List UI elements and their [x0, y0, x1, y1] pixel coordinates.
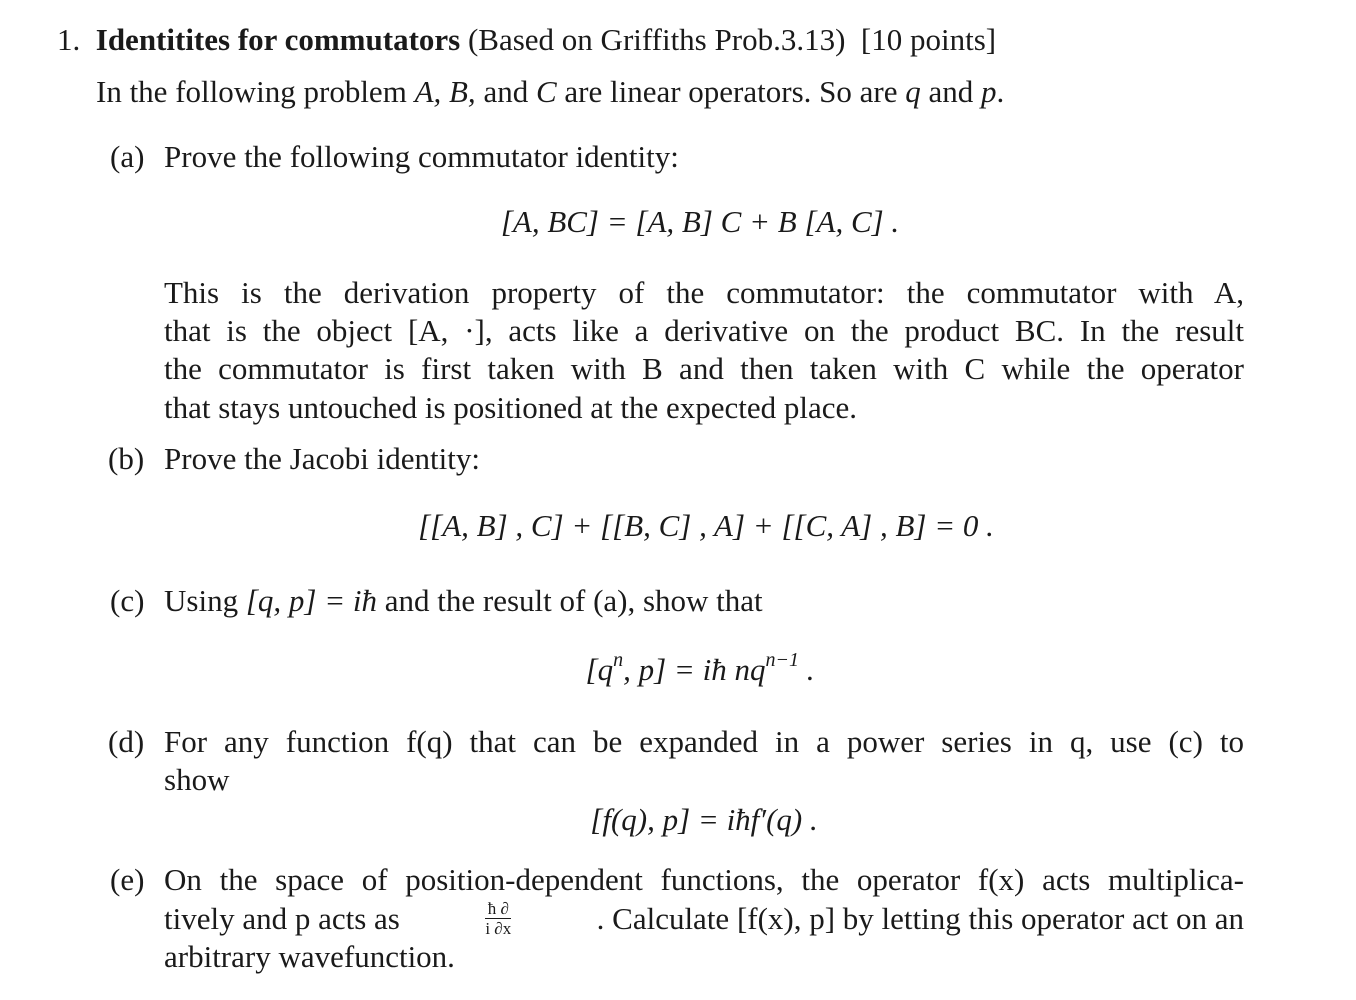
part-a-text: Prove the following commutator identity: — [164, 139, 679, 174]
hbar-over-i-d-dx-fraction: $\frac{ħ \partial}{i \partial x}$ — [485, 899, 512, 938]
part-c-label: (c) — [110, 583, 145, 618]
part-c-text: Using [q, p] = iħ and the result of (a), show that — [164, 583, 763, 618]
part-a-explanation-line-3: the commutator is first taken with B and then taken with C while the operator — [164, 351, 1244, 386]
part-e-line-2: tively and p acts as $\frac{ħ \partial}{i \partial x}$ . Calculate [f(x), p] by letting this operator act on an — [164, 899, 1244, 938]
problem-source: (Based on Griffiths Prob.3.13) — [467, 22, 846, 57]
part-d-line-1: For any function f(q) that can be expanded in a power series in q, use (c) to — [164, 724, 1244, 759]
part-a-explanation-line-4: that stays untouched is positioned at the expected place. — [164, 390, 857, 425]
part-c-equation: [$q^n$, p] = iħ $nq^{n-1}$ . — [585, 649, 815, 687]
part-d-equation: [f(q), p] = iħf′(q) . — [590, 802, 818, 837]
part-b-label: (b) — [108, 441, 145, 476]
part-b-text: Prove the Jacobi identity: — [164, 441, 480, 476]
part-b-equation: [[A, B] , C] + [[B, C] , A] + [[C, A] , B] = 0 . — [418, 508, 994, 543]
problem-title: Identitites for commutators — [95, 22, 461, 57]
part-d-line-2: show — [164, 762, 230, 797]
part-e-line-1: On the space of position-dependent functions, the operator f(x) acts multiplica- — [164, 862, 1244, 897]
part-d-label: (d) — [108, 724, 145, 759]
part-a-explanation-line-2: that is the object [A, ·], acts like a derivative on the product BC. In the result — [164, 313, 1244, 348]
part-e-line-3: arbitrary wavefunction. — [164, 939, 455, 974]
problem-header — [57, 24, 996, 55]
part-a-equation: [A, BC] = [A, B] C + B [A, C] . — [500, 204, 900, 239]
part-c-inline-math: [q, p] = iħ — [245, 583, 377, 618]
problem-intro: In the following problem A, B, and C are linear operators. So are q and p. — [96, 74, 1005, 109]
part-e-label: (e) — [110, 862, 145, 897]
part-a-explanation-line-1: This is the derivation property of the commutator: the commutator with A, — [164, 275, 1244, 310]
problem-number: 1. — [57, 22, 81, 57]
problem-points: [10 points] — [860, 22, 997, 57]
part-a-label: (a) — [110, 139, 145, 174]
